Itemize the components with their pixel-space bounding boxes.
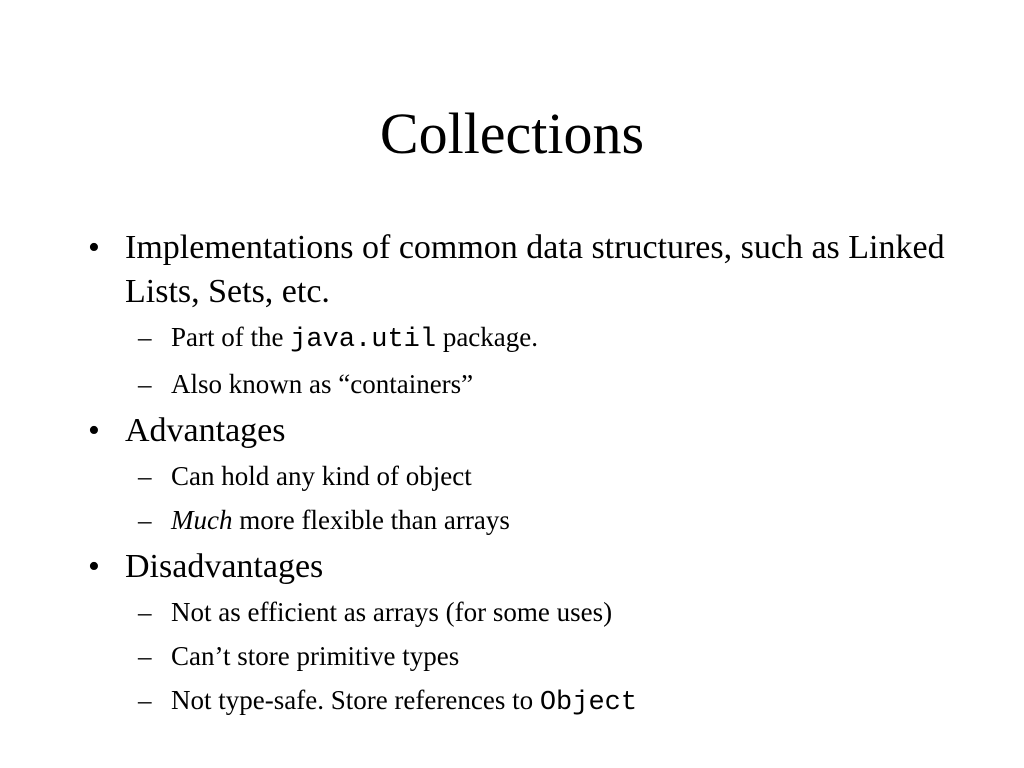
sub-bullet-marker: – [138,505,152,535]
sub-bullet-not-efficient [88,595,968,629]
sub-bullet-no-primitives [88,639,968,673]
bullet-text: Implementations of common data structures, such as Linked Lists, Sets, etc. [125,229,945,310]
slide-title: Collections [379,101,645,166]
code-java-util: java.util [290,325,437,355]
sub-bullet-not-type-safe [88,683,968,720]
sub-bullet-more-flexible [88,503,968,537]
sub-bullet-containers [88,367,968,401]
sub-bullet-marker: – [138,461,152,491]
sub-bullet-text-pre: Not type-safe. Store references to [171,685,540,715]
bullet-text: Advantages [125,412,286,449]
bullet-marker: • [88,548,100,585]
sub-bullet-text-post: more flexible than arrays [232,505,510,535]
sub-bullet-text: Also known as “containers” [171,369,474,399]
sub-bullet-text: Can’t store primitive types [171,641,460,671]
bullet-implementations [88,226,968,314]
sub-bullet-text-pre: Part of the [171,322,291,352]
sub-bullet-marker: – [138,641,152,671]
bullet-marker: • [88,229,100,266]
sub-bullet-text-post: package. [436,322,538,352]
bullet-marker: • [88,412,100,449]
sub-bullet-marker: – [138,322,152,352]
slide-content [88,224,968,720]
sub-bullet-marker: – [138,685,152,715]
sub-bullet-text: Can hold any kind of object [171,461,472,491]
sub-bullet-marker: – [138,369,152,399]
sub-bullet-java-util [88,320,968,357]
bullet-advantages [88,409,968,453]
sub-bullet-any-object [88,459,968,493]
bullet-disadvantages [88,545,968,589]
emphasis-much: Much [171,505,233,535]
code-object: Object [539,688,638,718]
sub-bullet-marker: – [138,597,152,627]
sub-bullet-text: Not as efficient as arrays (for some uses) [171,597,613,627]
bullet-text: Disadvantages [125,548,324,585]
